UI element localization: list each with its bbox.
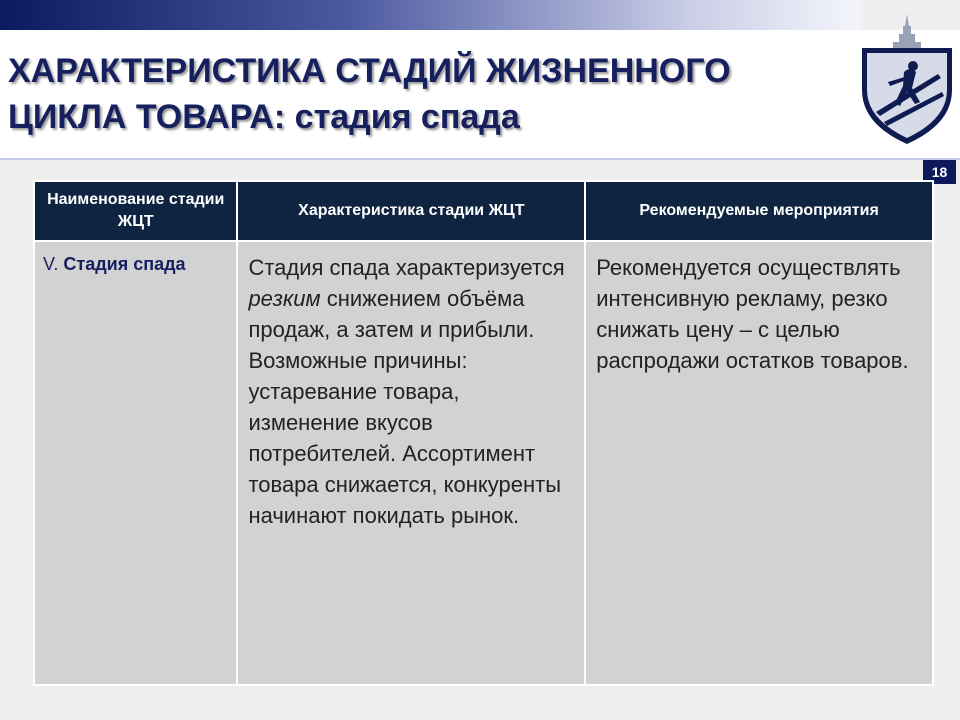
stage-name: Стадия спада: [63, 254, 186, 274]
header-divider: [0, 158, 960, 160]
header-stage-name: Наименование стадии ЖЦТ: [34, 181, 237, 241]
header-characteristic: Характеристика стадии ЖЦТ: [237, 181, 585, 241]
table-header-row: [34, 181, 933, 241]
lifecycle-table: [33, 180, 934, 686]
recommendation-cell: [585, 241, 933, 685]
characteristic-text-after: снижением объёма продаж, а затем и прибыли. Возможные причины: устаревание товара, изменение вкусов потребителей. Ассортимент товара снижается, конкуренты начинают покидать рынок.: [248, 286, 562, 528]
characteristic-text-before: Стадия спада характеризуется: [248, 255, 565, 280]
characteristic-emphasis: резким: [248, 286, 321, 311]
page-number-badge: 18: [923, 160, 956, 184]
university-emblem-icon: [858, 12, 956, 146]
characteristic-cell: [237, 241, 585, 685]
header-recommendations: Рекомендуемые мероприятия: [585, 181, 933, 241]
slide-title-line1: ХАРАКТЕРИСТИКА СТАДИЙ ЖИЗНЕННОГО: [8, 52, 731, 90]
table-row: [34, 241, 933, 685]
stage-number: V.: [43, 254, 59, 274]
recommendation-text: Рекомендуется осуществлять интенсивную рекламу, резко снижать цену – с целью распродажи остатков товаров.: [596, 255, 909, 373]
slide-title-line2: ЦИКЛА ТОВАРА: стадия спада: [8, 98, 520, 136]
top-gradient-band: [0, 0, 860, 30]
stage-cell: [34, 241, 237, 685]
slide-title: [8, 48, 848, 140]
